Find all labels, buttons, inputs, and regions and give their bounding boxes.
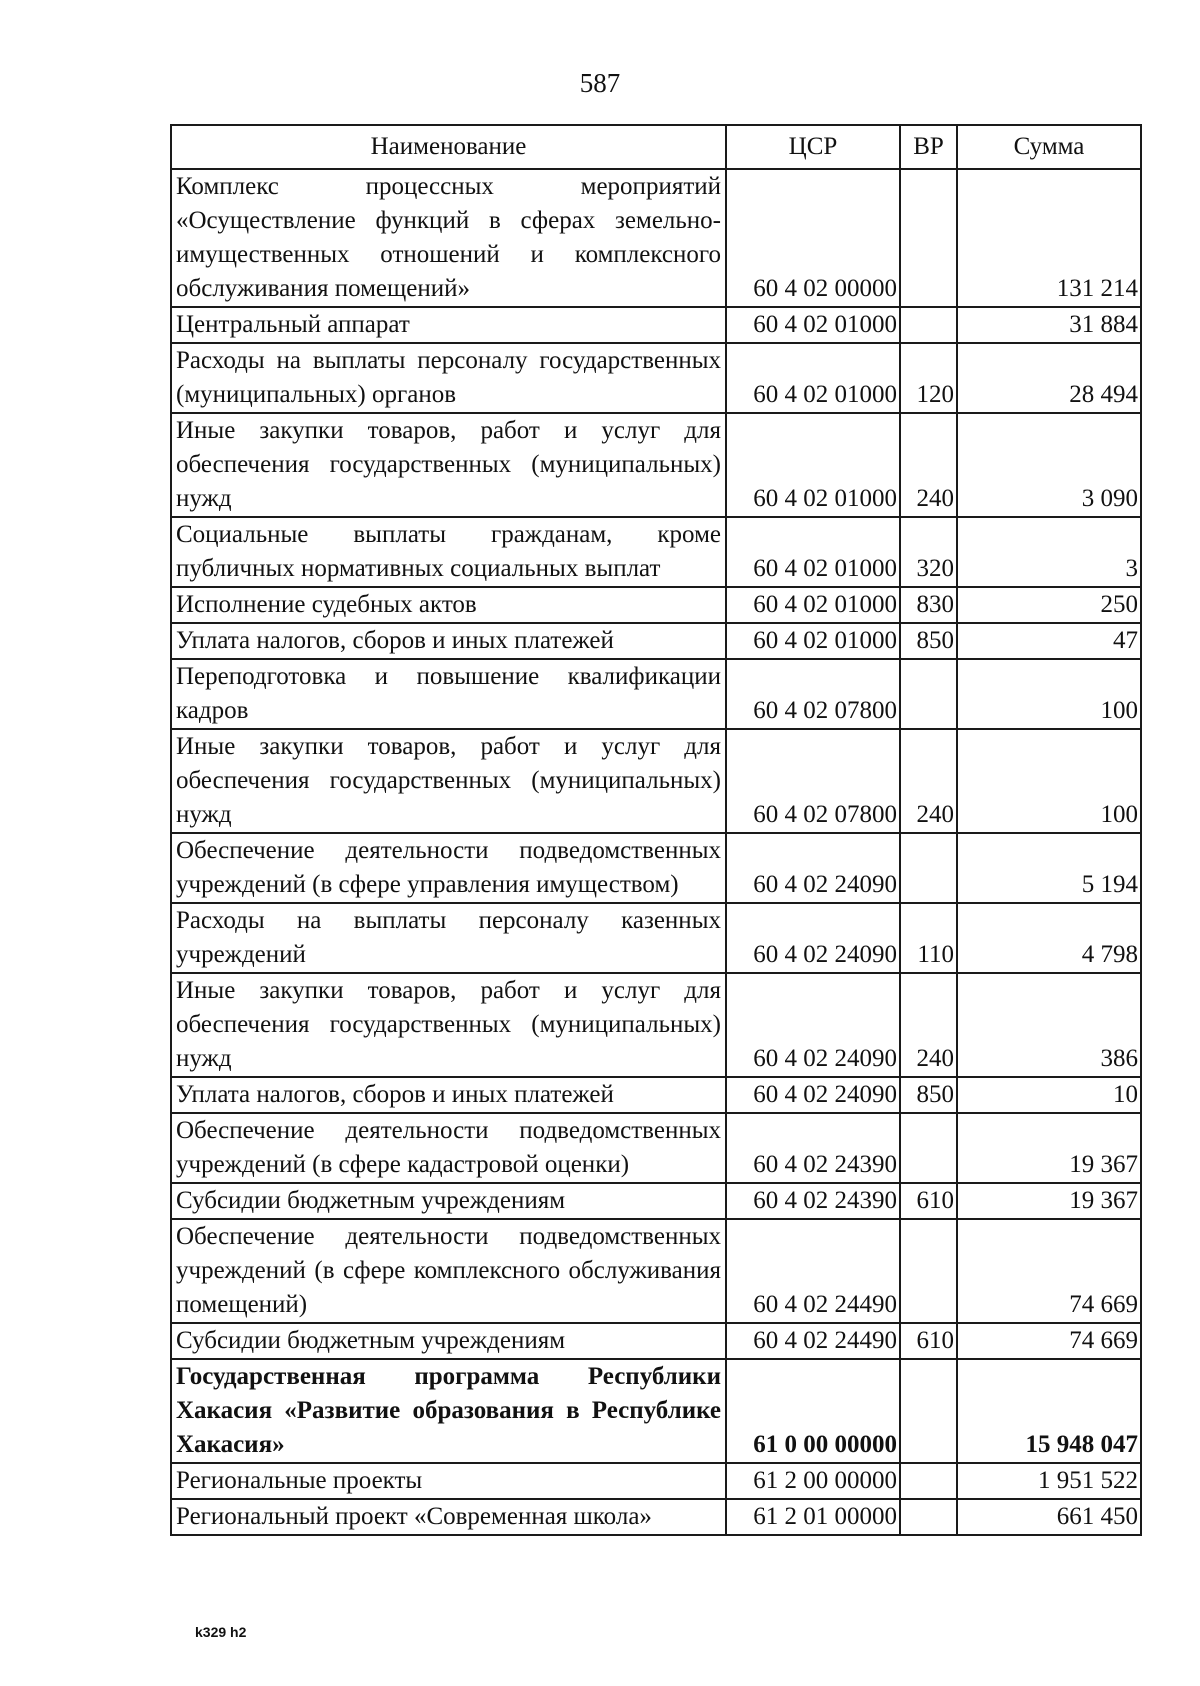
- header-row: [171, 125, 1141, 169]
- cell-name: Обеспечение деятельности подведомственных учреждений (в сфере управления имуществом): [171, 833, 726, 903]
- table-row: [171, 903, 1141, 973]
- table-row: [171, 623, 1141, 659]
- table-row: [171, 659, 1141, 729]
- table-body: [171, 169, 1141, 1535]
- cell-name: Обеспечение деятельности подведомственных учреждений (в сфере комплексного обслуживания помещений): [171, 1219, 726, 1323]
- cell-csr: 60 4 02 01000: [726, 307, 900, 343]
- cell-sum: 3 090: [957, 413, 1141, 517]
- cell-sum: 19 367: [957, 1183, 1141, 1219]
- cell-csr: 61 0 00 00000: [726, 1359, 900, 1463]
- cell-name: Региональный проект «Современная школа»: [171, 1499, 726, 1535]
- cell-name: Уплата налогов, сборов и иных платежей: [171, 623, 726, 659]
- cell-csr: 60 4 02 24490: [726, 1219, 900, 1323]
- cell-csr: 60 4 02 01000: [726, 343, 900, 413]
- table-row: [171, 1359, 1141, 1463]
- cell-sum: 74 669: [957, 1219, 1141, 1323]
- table-row: [171, 343, 1141, 413]
- header-csr: ЦСР: [726, 125, 900, 169]
- cell-sum: 31 884: [957, 307, 1141, 343]
- cell-csr: 60 4 02 01000: [726, 517, 900, 587]
- cell-sum: 1 951 522: [957, 1463, 1141, 1499]
- cell-sum: 74 669: [957, 1323, 1141, 1359]
- cell-csr: 60 4 02 24390: [726, 1183, 900, 1219]
- header-sum: Сумма: [957, 125, 1141, 169]
- cell-vr: 240: [900, 729, 957, 833]
- table-row: [171, 517, 1141, 587]
- table-header: [171, 125, 1141, 169]
- cell-sum: 19 367: [957, 1113, 1141, 1183]
- cell-name: Уплата налогов, сборов и иных платежей: [171, 1077, 726, 1113]
- table-row: [171, 307, 1141, 343]
- cell-name: Расходы на выплаты персоналу казенных учреждений: [171, 903, 726, 973]
- cell-sum: 47: [957, 623, 1141, 659]
- cell-name: Обеспечение деятельности подведомственных учреждений (в сфере кадастровой оценки): [171, 1113, 726, 1183]
- cell-vr: 240: [900, 413, 957, 517]
- cell-sum: 661 450: [957, 1499, 1141, 1535]
- cell-sum: 10: [957, 1077, 1141, 1113]
- cell-name: Комплекс процессных мероприятий «Осуществление функций в сферах земельно-имущественных отношений и комплексного обслуживания помещений»: [171, 169, 726, 307]
- cell-vr: [900, 833, 957, 903]
- table-row: [171, 1113, 1141, 1183]
- cell-csr: 60 4 02 07800: [726, 659, 900, 729]
- cell-name: Региональные проекты: [171, 1463, 726, 1499]
- cell-name: Переподготовка и повышение квалификации кадров: [171, 659, 726, 729]
- table-row: [171, 973, 1141, 1077]
- table-row: [171, 729, 1141, 833]
- cell-vr: [900, 659, 957, 729]
- table-row: [171, 1077, 1141, 1113]
- cell-name: Иные закупки товаров, работ и услуг для обеспечения государственных (муниципальных) нужд: [171, 729, 726, 833]
- cell-vr: [900, 169, 957, 307]
- cell-vr: 120: [900, 343, 957, 413]
- table-row: [171, 413, 1141, 517]
- cell-csr: 61 2 01 00000: [726, 1499, 900, 1535]
- cell-sum: 3: [957, 517, 1141, 587]
- cell-vr: 850: [900, 1077, 957, 1113]
- cell-name: Субсидии бюджетным учреждениям: [171, 1323, 726, 1359]
- cell-csr: 60 4 02 24090: [726, 1077, 900, 1113]
- cell-name: Центральный аппарат: [171, 307, 726, 343]
- cell-csr: 61 2 00 00000: [726, 1463, 900, 1499]
- cell-sum: 100: [957, 659, 1141, 729]
- cell-vr: [900, 1463, 957, 1499]
- table-row: [171, 1219, 1141, 1323]
- cell-sum: 250: [957, 587, 1141, 623]
- cell-name: Социальные выплаты гражданам, кроме публичных нормативных социальных выплат: [171, 517, 726, 587]
- cell-name: Субсидии бюджетным учреждениям: [171, 1183, 726, 1219]
- footer-code: k329 h2: [195, 1624, 247, 1640]
- cell-csr: 60 4 02 24390: [726, 1113, 900, 1183]
- table-row: [171, 1183, 1141, 1219]
- cell-sum: 15 948 047: [957, 1359, 1141, 1463]
- cell-csr: 60 4 02 01000: [726, 623, 900, 659]
- header-vr: ВР: [900, 125, 957, 169]
- cell-sum: 5 194: [957, 833, 1141, 903]
- cell-csr: 60 4 02 24090: [726, 903, 900, 973]
- cell-sum: 386: [957, 973, 1141, 1077]
- cell-csr: 60 4 02 01000: [726, 587, 900, 623]
- table-row: [171, 1323, 1141, 1359]
- cell-vr: [900, 1113, 957, 1183]
- page-number: 587: [579, 68, 621, 98]
- cell-vr: 610: [900, 1323, 957, 1359]
- cell-vr: 830: [900, 587, 957, 623]
- table-row: [171, 1499, 1141, 1535]
- table-row: [171, 169, 1141, 307]
- cell-csr: 60 4 02 24090: [726, 833, 900, 903]
- cell-vr: 240: [900, 973, 957, 1077]
- cell-vr: [900, 1499, 957, 1535]
- table-row: [171, 1463, 1141, 1499]
- cell-vr: 610: [900, 1183, 957, 1219]
- cell-vr: 850: [900, 623, 957, 659]
- cell-vr: 110: [900, 903, 957, 973]
- cell-sum: 100: [957, 729, 1141, 833]
- header-name: Наименование: [171, 125, 726, 169]
- cell-vr: 320: [900, 517, 957, 587]
- cell-csr: 60 4 02 24090: [726, 973, 900, 1077]
- cell-vr: [900, 1219, 957, 1323]
- cell-sum: 4 798: [957, 903, 1141, 973]
- cell-sum: 28 494: [957, 343, 1141, 413]
- cell-csr: 60 4 02 01000: [726, 413, 900, 517]
- cell-sum: 131 214: [957, 169, 1141, 307]
- cell-csr: 60 4 02 07800: [726, 729, 900, 833]
- cell-name: Иные закупки товаров, работ и услуг для обеспечения государственных (муниципальных) нужд: [171, 973, 726, 1077]
- cell-vr: [900, 307, 957, 343]
- cell-name: Расходы на выплаты персоналу государственных (муниципальных) органов: [171, 343, 726, 413]
- cell-name: Государственная программа Республики Хакасия «Развитие образования в Республике Хакасия»: [171, 1359, 726, 1463]
- cell-vr: [900, 1359, 957, 1463]
- cell-csr: 60 4 02 24490: [726, 1323, 900, 1359]
- cell-csr: 60 4 02 00000: [726, 169, 900, 307]
- cell-name: Исполнение судебных актов: [171, 587, 726, 623]
- cell-name: Иные закупки товаров, работ и услуг для обеспечения государственных (муниципальных) нужд: [171, 413, 726, 517]
- budget-table: [170, 124, 1142, 1536]
- table-row: [171, 833, 1141, 903]
- table-row: [171, 587, 1141, 623]
